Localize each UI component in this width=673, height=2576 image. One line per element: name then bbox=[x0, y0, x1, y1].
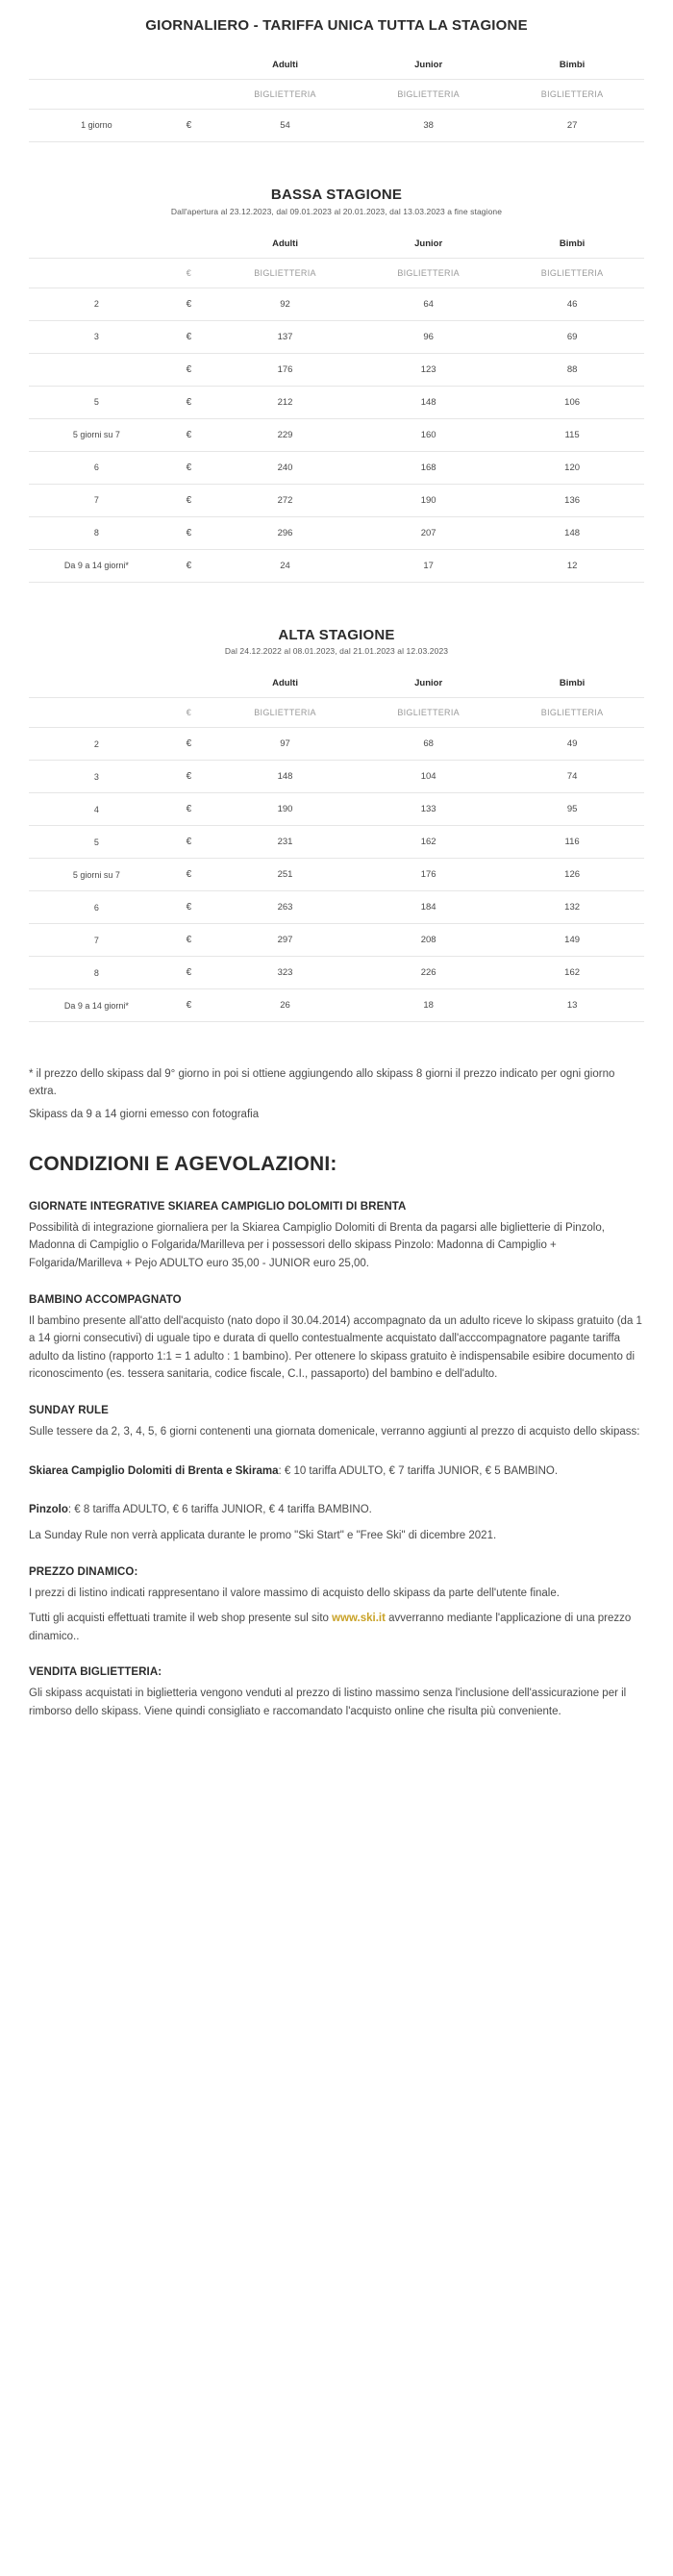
row-label: 5 bbox=[29, 386, 164, 418]
table-row bbox=[29, 418, 644, 451]
row-value-adulti: 24 bbox=[213, 549, 357, 582]
row-value-adulti: 148 bbox=[213, 761, 357, 793]
table-row bbox=[29, 924, 644, 957]
row-label: 8 bbox=[29, 516, 164, 549]
row-currency: € bbox=[164, 320, 213, 353]
row-value-adulti: 137 bbox=[213, 320, 357, 353]
table-row bbox=[29, 516, 644, 549]
row-value-junior: 168 bbox=[357, 451, 500, 484]
header-bimbi: Bimbi bbox=[500, 228, 644, 259]
row-value-junior: 38 bbox=[357, 109, 500, 141]
table-header-bassa-stagione bbox=[29, 228, 644, 259]
row-value-adulti: 54 bbox=[213, 109, 357, 141]
table-block-alta-stagione bbox=[29, 627, 644, 1023]
row-label: Da 9 a 14 giorni* bbox=[29, 989, 164, 1022]
row-value-junior: 64 bbox=[357, 288, 500, 320]
subheader-currency: € bbox=[164, 258, 213, 288]
note-photo: Skipass da 9 a 14 giorni emesso con fotografia bbox=[29, 1108, 260, 1120]
text-prezzo-dinamico-2 bbox=[29, 1610, 644, 1645]
row-value-adulti: 323 bbox=[213, 957, 357, 989]
row-value-bimbi: 95 bbox=[500, 793, 644, 826]
row-label: 5 bbox=[29, 826, 164, 859]
row-value-adulti: 272 bbox=[213, 484, 357, 516]
sunday-line-skiarea bbox=[29, 1463, 644, 1481]
row-currency: € bbox=[164, 891, 213, 924]
row-label: 3 bbox=[29, 320, 164, 353]
sunday-line-pinzolo bbox=[29, 1501, 644, 1519]
row-value-adulti: 263 bbox=[213, 891, 357, 924]
header-blank-1 bbox=[29, 667, 164, 698]
row-value-adulti: 251 bbox=[213, 859, 357, 891]
subheader-bimbi-biglietteria: BIGLIETTERIA bbox=[500, 258, 644, 288]
text-prezzo-dinamico-post: avverranno mediante l'applicazione di una prezzo dinamico.. bbox=[29, 1613, 632, 1642]
header-blank-1 bbox=[29, 49, 164, 80]
table-block-giornaliero bbox=[29, 17, 644, 142]
table-row bbox=[29, 728, 644, 761]
row-value-bimbi: 132 bbox=[500, 891, 644, 924]
table-row bbox=[29, 957, 644, 989]
row-value-bimbi: 69 bbox=[500, 320, 644, 353]
row-value-adulti: 231 bbox=[213, 826, 357, 859]
subheader-adulti-biglietteria: BIGLIETTERIA bbox=[213, 79, 357, 109]
note-asterisk: * il prezzo dello skipass dal 9° giorno in poi si ottiene aggiungendo allo skipass 8 giorni il prezzo indicato per ogni giorno extra. bbox=[29, 1068, 615, 1098]
row-value-bimbi: 115 bbox=[500, 418, 644, 451]
sunday-line-skiarea-value: : € 10 tariffa ADULTO, € 7 tariffa JUNIOR, € 5 BAMBINO. bbox=[278, 1464, 559, 1477]
subheader-adulti-biglietteria: BIGLIETTERIA bbox=[213, 258, 357, 288]
row-value-bimbi: 49 bbox=[500, 728, 644, 761]
subheader-blank-1 bbox=[29, 79, 164, 109]
row-label bbox=[29, 353, 164, 386]
table-subheader-row bbox=[29, 79, 644, 109]
row-value-bimbi: 116 bbox=[500, 826, 644, 859]
row-value-adulti: 26 bbox=[213, 989, 357, 1022]
row-value-junior: 96 bbox=[357, 320, 500, 353]
row-value-adulti: 229 bbox=[213, 418, 357, 451]
table-block-bassa-stagione bbox=[29, 187, 644, 583]
row-value-adulti: 212 bbox=[213, 386, 357, 418]
row-value-adulti: 296 bbox=[213, 516, 357, 549]
text-prezzo-dinamico-1: I prezzi di listino indicati rappresentano il valore massimo di acquisto dello skipass da parte dell'utente finale. bbox=[29, 1587, 560, 1599]
heading-bambino-accompagnato: BAMBINO ACCOMPAGNATO bbox=[29, 1293, 182, 1306]
text-giornate-integrative: Possibilità di integrazione giornaliera per la Skiarea Campiglio Dolomiti di Brenta da pagarsi alle biglietterie di Pinzolo, Madonna di Campiglio o Folgarida/Marilleva per i possessori dello skipass Pinzolo: Madonna di Campiglio + Folgarida/Marilleva + Pejo ADULTO euro 35,00 - JUNIOR euro 25,00. bbox=[29, 1221, 605, 1269]
row-value-adulti: 92 bbox=[213, 288, 357, 320]
header-adulti: Adulti bbox=[213, 228, 357, 259]
row-value-junior: 176 bbox=[357, 859, 500, 891]
row-currency: € bbox=[164, 793, 213, 826]
text-sunday-rule: Sulle tessere da 2, 3, 4, 5, 6 giorni contenenti una giornata domenicale, verranno aggiunti al prezzo di acquisto dello skipass: bbox=[29, 1426, 640, 1438]
subheader-bimbi-biglietteria: BIGLIETTERIA bbox=[500, 698, 644, 728]
row-label: 7 bbox=[29, 484, 164, 516]
table-row bbox=[29, 353, 644, 386]
table-row bbox=[29, 989, 644, 1022]
row-label: 4 bbox=[29, 793, 164, 826]
row-value-junior: 104 bbox=[357, 761, 500, 793]
row-value-junior: 184 bbox=[357, 891, 500, 924]
table-row bbox=[29, 109, 644, 141]
table-row bbox=[29, 761, 644, 793]
row-value-adulti: 240 bbox=[213, 451, 357, 484]
row-label: 5 giorni su 7 bbox=[29, 859, 164, 891]
row-currency: € bbox=[164, 826, 213, 859]
row-value-bimbi: 12 bbox=[500, 549, 644, 582]
header-junior: Junior bbox=[357, 49, 500, 80]
row-value-junior: 123 bbox=[357, 353, 500, 386]
table-row bbox=[29, 549, 644, 582]
row-value-bimbi: 120 bbox=[500, 451, 644, 484]
row-currency: € bbox=[164, 386, 213, 418]
row-label: 5 giorni su 7 bbox=[29, 418, 164, 451]
table-row bbox=[29, 320, 644, 353]
row-value-bimbi: 88 bbox=[500, 353, 644, 386]
row-value-junior: 68 bbox=[357, 728, 500, 761]
subheader-junior-biglietteria: BIGLIETTERIA bbox=[357, 258, 500, 288]
table-row bbox=[29, 484, 644, 516]
row-currency: € bbox=[164, 989, 213, 1022]
row-value-bimbi: 13 bbox=[500, 989, 644, 1022]
table-row bbox=[29, 891, 644, 924]
table-title-giornaliero: GIORNALIERO - TARIFFA UNICA TUTTA LA STAGIONE bbox=[145, 17, 528, 34]
header-adulti: Adulti bbox=[213, 667, 357, 698]
text-vendita-biglietteria: Gli skipass acquistati in biglietteria vengono venduti al prezzo di listino massimo senza l'inclusione dell'assicurazione per il rimborso dello skipass. Viene quindi consigliato e raccomandato l'acquisto online che risulta più conveniente. bbox=[29, 1688, 627, 1718]
header-junior: Junior bbox=[357, 228, 500, 259]
subheader-blank-2 bbox=[164, 79, 213, 109]
table-row bbox=[29, 288, 644, 320]
row-value-junior: 162 bbox=[357, 826, 500, 859]
subheader-junior-biglietteria: BIGLIETTERIA bbox=[357, 698, 500, 728]
heading-sunday-rule: SUNDAY RULE bbox=[29, 1405, 109, 1417]
table-header-giornaliero bbox=[29, 49, 644, 80]
price-table-bassa-stagione bbox=[29, 228, 644, 583]
table-row bbox=[29, 386, 644, 418]
row-value-bimbi: 162 bbox=[500, 957, 644, 989]
heading-prezzo-dinamico: PREZZO DINAMICO: bbox=[29, 1565, 138, 1578]
subheader-currency: € bbox=[164, 698, 213, 728]
row-label: 2 bbox=[29, 288, 164, 320]
subheader-bimbi-biglietteria: BIGLIETTERIA bbox=[500, 79, 644, 109]
row-currency: € bbox=[164, 451, 213, 484]
row-value-bimbi: 106 bbox=[500, 386, 644, 418]
section-title-condizioni: CONDIZIONI E AGEVOLAZIONI: bbox=[29, 1152, 337, 1175]
header-blank-2 bbox=[164, 49, 213, 80]
table-subheader-row bbox=[29, 258, 644, 288]
row-label: 1 giorno bbox=[29, 109, 164, 141]
row-value-bimbi: 149 bbox=[500, 924, 644, 957]
table-body-alta-stagione bbox=[29, 698, 644, 1022]
row-currency: € bbox=[164, 728, 213, 761]
row-label: 2 bbox=[29, 728, 164, 761]
row-label: 6 bbox=[29, 891, 164, 924]
price-table-alta-stagione bbox=[29, 667, 644, 1022]
table-title-alta-stagione: ALTA STAGIONE bbox=[278, 626, 395, 643]
row-value-bimbi: 27 bbox=[500, 109, 644, 141]
subheader-blank bbox=[29, 698, 164, 728]
row-label: Da 9 a 14 giorni* bbox=[29, 549, 164, 582]
header-bimbi: Bimbi bbox=[500, 49, 644, 80]
sunday-line-skiarea-label: Skiarea Campiglio Dolomiti di Brenta e Skirama bbox=[29, 1464, 279, 1477]
table-row bbox=[29, 826, 644, 859]
header-adulti: Adulti bbox=[213, 49, 357, 80]
row-value-junior: 18 bbox=[357, 989, 500, 1022]
row-label: 7 bbox=[29, 924, 164, 957]
row-currency: € bbox=[164, 484, 213, 516]
row-value-adulti: 176 bbox=[213, 353, 357, 386]
row-value-bimbi: 136 bbox=[500, 484, 644, 516]
heading-vendita-biglietteria: VENDITA BIGLIETTERIA: bbox=[29, 1666, 162, 1679]
link-ski-it[interactable]: www.ski.it bbox=[332, 1613, 386, 1625]
row-currency: € bbox=[164, 924, 213, 957]
row-value-junior: 208 bbox=[357, 924, 500, 957]
row-currency: € bbox=[164, 288, 213, 320]
row-currency: € bbox=[164, 859, 213, 891]
row-value-adulti: 190 bbox=[213, 793, 357, 826]
header-blank-2 bbox=[164, 228, 213, 259]
row-currency: € bbox=[164, 761, 213, 793]
row-value-junior: 148 bbox=[357, 386, 500, 418]
table-subheader-row bbox=[29, 698, 644, 728]
table-subtitle-alta-stagione: Dal 24.12.2022 al 08.01.2023, dal 21.01.2023 al 12.03.2023 bbox=[224, 646, 449, 657]
row-currency: € bbox=[164, 353, 213, 386]
table-header-row bbox=[29, 49, 644, 80]
row-value-junior: 17 bbox=[357, 549, 500, 582]
row-label: 6 bbox=[29, 451, 164, 484]
header-bimbi: Bimbi bbox=[500, 667, 644, 698]
table-subtitle-bassa-stagione: Dall'apertura al 23.12.2023, dal 09.01.2023 al 20.01.2023, dal 13.03.2023 a fine stagione bbox=[170, 206, 503, 216]
row-value-junior: 190 bbox=[357, 484, 500, 516]
row-currency: € bbox=[164, 957, 213, 989]
table-body-bassa-stagione bbox=[29, 258, 644, 582]
table-title-bassa-stagione: BASSA STAGIONE bbox=[270, 186, 403, 203]
header-junior: Junior bbox=[357, 667, 500, 698]
text-prezzo-dinamico-pre: Tutti gli acquisti effettuati tramite il web shop presente sul sito bbox=[29, 1613, 333, 1625]
row-currency: € bbox=[164, 109, 213, 141]
table-header-row bbox=[29, 228, 644, 259]
price-table-giornaliero bbox=[29, 49, 644, 142]
row-value-bimbi: 126 bbox=[500, 859, 644, 891]
table-row bbox=[29, 451, 644, 484]
row-value-bimbi: 46 bbox=[500, 288, 644, 320]
header-blank-2 bbox=[164, 667, 213, 698]
table-row bbox=[29, 859, 644, 891]
text-bambino-accompagnato: Il bambino presente all'atto dell'acquisto (nato dopo il 30.04.2014) accompagnato da un adulto riceve lo skipass gratuito (da 1 a 14 giorni consecutivi) di uguale tipo e durata di quello contestualmente acquistato dall'acccompagnatore pagante tariffa adulto da listino (rapporto 1:1 = 1 adulto : 1 bambino). Per ottenere lo skipass gratuito è indispensabile esibire documento di riconoscimento (es. tessera sanitaria, codice fiscale, C.I., passaporto) del bambino e dell'adulto. bbox=[29, 1314, 642, 1381]
row-value-adulti: 297 bbox=[213, 924, 357, 957]
sunday-rule-note: La Sunday Rule non verrà applicata durante le promo "Ski Start" e "Free Ski" di dicembre 2021. bbox=[29, 1529, 497, 1541]
subheader-blank bbox=[29, 258, 164, 288]
row-currency: € bbox=[164, 516, 213, 549]
row-currency: € bbox=[164, 418, 213, 451]
row-value-junior: 207 bbox=[357, 516, 500, 549]
row-label: 8 bbox=[29, 957, 164, 989]
row-value-junior: 226 bbox=[357, 957, 500, 989]
header-blank-1 bbox=[29, 228, 164, 259]
subheader-adulti-biglietteria: BIGLIETTERIA bbox=[213, 698, 357, 728]
subheader-junior-biglietteria: BIGLIETTERIA bbox=[357, 79, 500, 109]
heading-giornate-integrative: GIORNATE INTEGRATIVE SKIAREA CAMPIGLIO DOLOMITI DI BRENTA bbox=[29, 1200, 407, 1213]
table-row bbox=[29, 793, 644, 826]
row-value-bimbi: 148 bbox=[500, 516, 644, 549]
row-value-junior: 133 bbox=[357, 793, 500, 826]
row-label: 3 bbox=[29, 761, 164, 793]
table-header-row bbox=[29, 667, 644, 698]
row-value-junior: 160 bbox=[357, 418, 500, 451]
sunday-line-pinzolo-label: Pinzolo bbox=[29, 1504, 68, 1516]
row-value-adulti: 97 bbox=[213, 728, 357, 761]
row-currency: € bbox=[164, 549, 213, 582]
sunday-line-pinzolo-value: : € 8 tariffa ADULTO, € 6 tariffa JUNIOR, € 4 tariffa BAMBINO. bbox=[67, 1504, 372, 1516]
row-value-bimbi: 74 bbox=[500, 761, 644, 793]
table-header-alta-stagione bbox=[29, 667, 644, 698]
table-body-giornaliero bbox=[29, 79, 644, 141]
